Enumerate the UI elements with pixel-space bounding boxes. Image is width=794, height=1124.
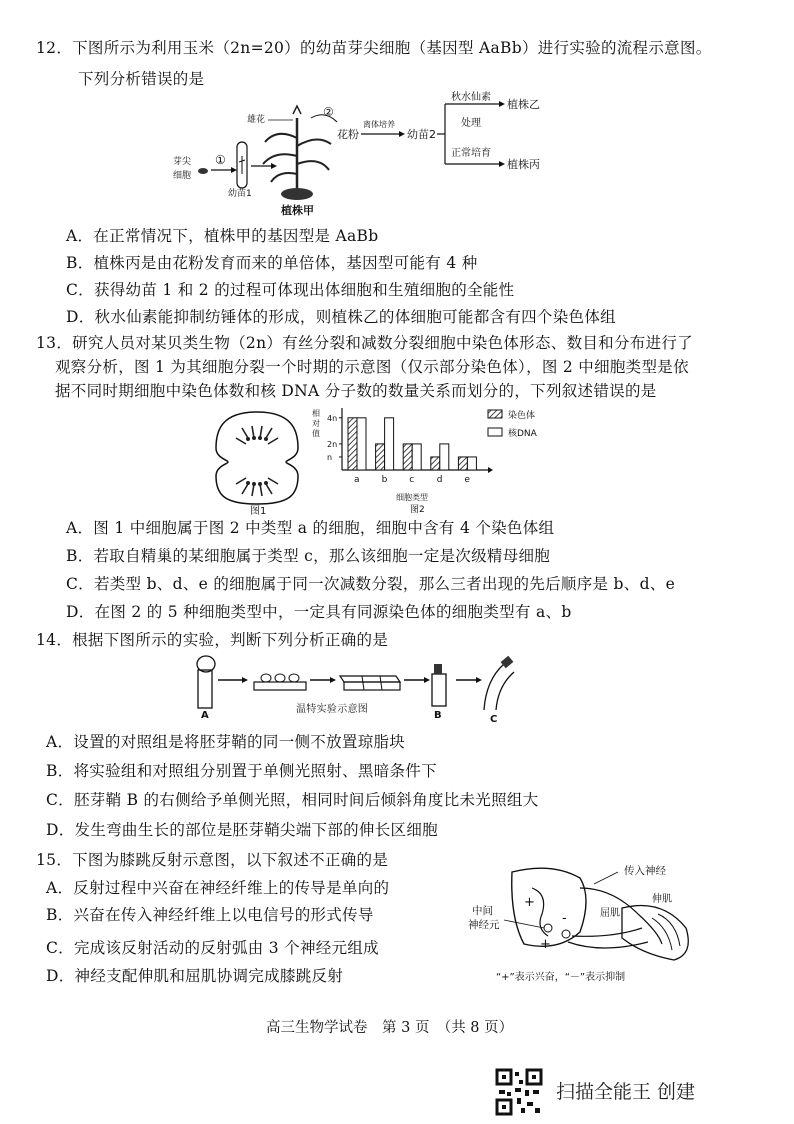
ylabel-char2: 对 (312, 419, 320, 428)
chart-xtick-label: e (464, 475, 470, 485)
q13-fig2-chart (310, 404, 560, 516)
q15-option-b: B．兴奋在传入神经纤维上以电信号的形式传导 (46, 906, 374, 924)
chart-bar-a-chromosome (348, 418, 357, 470)
q12-flow-figure (165, 92, 585, 218)
chart-xtick-label: b (381, 475, 388, 485)
plus-sign-2: + (540, 937, 551, 952)
q15-option-c: C．完成该反射活动的反射弧由 3 个神经元组成 (46, 939, 379, 957)
afferent-nerve-label: 传入神经 (624, 865, 666, 877)
treat-label: 处理 (461, 118, 481, 129)
seedling2-label: 幼苗2 (407, 128, 436, 141)
q13-stem-line2: 观察分析，图 1 为其细胞分裂一个时期的示意图（仅示部分染色体），图 2 中细胞类型是依 (55, 358, 689, 376)
q14-fig-caption: 温特实验示意图 (296, 704, 369, 715)
chart-ytick-label: 4n (327, 413, 338, 423)
fig1-label: 图1 (250, 506, 267, 517)
chart-bar-a-dna (357, 418, 366, 470)
q12-stem-line1: 12．下图所示为利用玉米（2n=20）的幼苗芽尖细胞（基因型 AaBb）进行实验的流程示意图。 (36, 39, 712, 57)
chart-bar-e-dna (467, 457, 476, 470)
q14-stem: 14．根据下图所示的实验，判断下列分析正确的是 (36, 631, 389, 649)
q15-stem: 15．下图为膝跳反射示意图，以下叙述不正确的是 (36, 851, 389, 869)
male-flower-label: 雄花 (247, 115, 266, 125)
spinal-cord-icon (512, 868, 586, 946)
bud-cell-icon (198, 168, 208, 174)
q12-option-c: C．获得幼苗 1 和 2 的过程可体现出体细胞和生殖细胞的全能性 (66, 281, 515, 299)
q12-stem-line2: 下列分析错误的是 (78, 70, 205, 88)
coleoptile-c-icon (484, 656, 514, 710)
q14-option-a: A．设置的对照组是将胚芽鞘的同一侧不放置琼脂块 (46, 733, 406, 751)
minus-sign: - (562, 911, 567, 926)
agar-blocks-icon (340, 676, 400, 690)
flexor-label: 屈肌 (600, 908, 620, 919)
q14-option-d: D．发生弯曲生长的部位是胚芽鞘尖端下部的伸长区细胞 (46, 821, 438, 839)
q12-option-b: B．植株丙是由花粉发育而来的单倍体，基因型可能有 4 种 (66, 254, 478, 272)
legend-label: 染色体 (508, 411, 536, 421)
q13-stem-line1: 13．研究人员对某贝类生物（2n）有丝分裂和减数分裂细胞中染色体形态、数目和分布进行了 (36, 334, 693, 352)
chart-xlabel: 细胞类型 (396, 493, 428, 502)
chart-bar-c-dna (412, 444, 421, 470)
q13-option-c: C．若类型 b、d、e 的细胞属于同一次减数分裂，那么三者出现的先后顺序是 b、d、e (66, 575, 676, 593)
chart-ytick-label: n (327, 452, 333, 462)
chart-bar-c-chromosome (403, 444, 412, 470)
chart-ytick-label: 2n (327, 439, 338, 449)
interneuron-label-1: 中间 (472, 905, 493, 917)
scanner-watermark: 扫描全能王 创建 (556, 1081, 696, 1103)
extensor-label: 伸肌 (652, 894, 672, 905)
coleoptile-a-icon (197, 656, 215, 708)
interneuron-label-2: 神经元 (468, 919, 500, 931)
ylabel-char1: 相 (312, 409, 320, 418)
plantB-label: 植株乙 (507, 98, 540, 111)
ylabel-char3: 值 (312, 429, 320, 438)
chart-xtick-label: a (354, 475, 360, 485)
q15-legend: “+”表示兴奋，“－”表示抑制 (496, 972, 626, 983)
normal-culture-label: 正常培育 (451, 148, 491, 159)
plantA-label: 植株甲 (281, 204, 314, 217)
coleoptile-b-icon (432, 664, 446, 706)
q15-knee-reflex-figure (462, 858, 702, 990)
plantC-label: 植株丙 (507, 158, 540, 171)
q13-option-b: B．若取自精巢的某细胞属于类型 c，那么该细胞一定是次级精母细胞 (66, 547, 551, 565)
q13-fig1-cell (212, 408, 302, 516)
legend-swatch (488, 428, 502, 436)
step2-label: ② (323, 105, 334, 119)
chart-bar-e-chromosome (458, 457, 467, 470)
agar-with-tips-icon (254, 674, 306, 690)
chart-bar-d-chromosome (431, 457, 440, 470)
legend-swatch (488, 410, 502, 418)
q15-option-d: D．神经支配伸肌和屈肌协调完成膝跳反射 (46, 967, 344, 985)
seedling1-label: 幼苗1 (228, 189, 252, 199)
culture-label: 离体培养 (363, 120, 395, 129)
chart-xtick-label: c (409, 475, 415, 485)
chart-xtick-label: d (436, 475, 443, 485)
label-b: B (434, 710, 442, 721)
label-a: A (201, 710, 209, 721)
label-c: C (490, 714, 498, 725)
q14-option-b: B．将实验组和对照组分别置于单侧光照射、黑暗条件下 (46, 762, 437, 780)
chart-bar-b-chromosome (376, 444, 385, 470)
legend-label: 核DNA (508, 429, 537, 439)
q15-option-a: A．反射过程中兴奋在神经纤维上的传导是单向的 (46, 879, 390, 897)
bud-cell-label-2: 细胞 (173, 171, 192, 181)
qr-code-icon (495, 1068, 543, 1116)
q13-stem-line3: 据不同时期细胞中染色体数和核 DNA 分子数的数量关系而划分的，下列叙述错误的是 (55, 382, 657, 400)
chart-bar-d-dna (440, 444, 449, 470)
q13-option-a: A．图 1 中细胞属于图 2 中类型 a 的细胞，细胞中含有 4 个染色体组 (66, 519, 555, 537)
q12-option-d: D．秋水仙素能抑制纺锤体的形成，则植株乙的体细胞可能都含有四个染色体组 (66, 308, 616, 326)
pollen-label: 花粉 (337, 128, 359, 141)
q14-option-c: C．胚芽鞘 B 的右侧给予单侧光照，相同时间后倾斜角度比未光照组大 (46, 791, 539, 809)
colchicine-label: 秋水仙素 (451, 92, 491, 103)
q12-option-a: A．在正常情况下，植株甲的基因型是 AaBb (66, 227, 379, 245)
chart-bar-b-dna (385, 418, 394, 470)
fig2-label: 图2 (410, 505, 425, 515)
step1-label: ① (215, 153, 226, 167)
page-footer: 高三生物学试卷 第 3 页 （共 8 页） (266, 1020, 514, 1036)
bud-cell-label-1: 芽尖 (173, 157, 192, 167)
plus-sign-1: + (524, 895, 535, 910)
q13-option-d: D．在图 2 的 5 种细胞类型中，一定具有同源染色体的细胞类型有 a、b (66, 603, 572, 621)
